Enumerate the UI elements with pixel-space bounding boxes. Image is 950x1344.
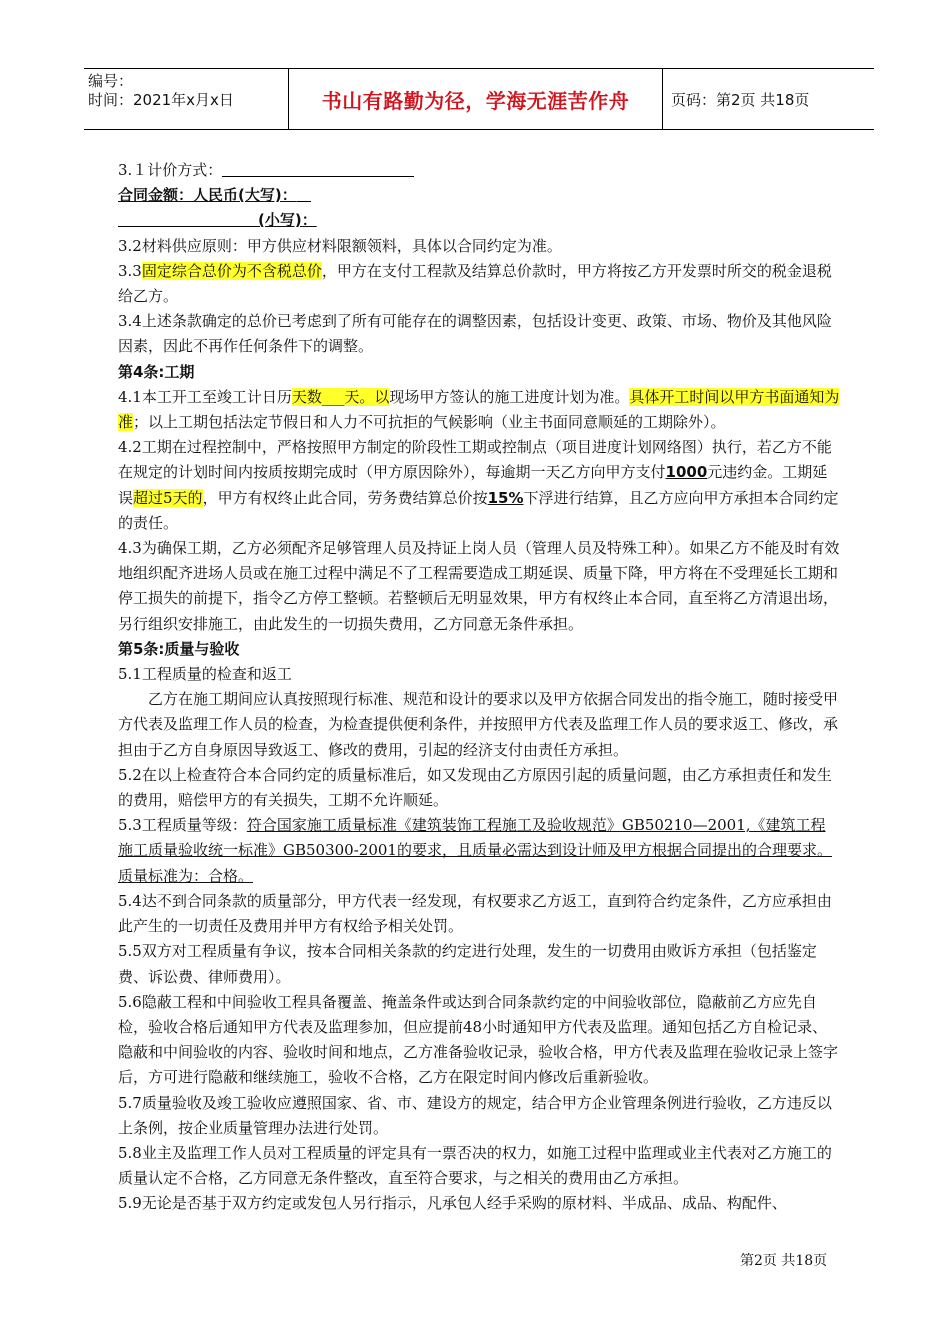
document-body xyxy=(118,158,840,1217)
clause-3-1: 3.１计价方式： xyxy=(118,158,840,183)
header-motto: 书山有路勤为径，学海无涯苦作舟 xyxy=(289,69,663,129)
blank-line xyxy=(222,160,414,177)
clause-3-2: 3.2材料供应原则：甲方供应材料限额领料，具体以合同约定为准。 xyxy=(118,236,562,255)
blank-line xyxy=(118,210,258,227)
clause-5-1-body: 乙方在施工期间应认真按照现行标准、规范和设计的要求以及甲方依据合同发出的指令施工，随时接受甲方代表及监理工作人员的检查，为检查提供便利条件，并按照甲方代表及监理工作人员的要求返工、修改，承担由于乙方自身原因导致返工、修改的费用，引起的经济支付由责任方承担。 xyxy=(118,690,839,759)
clause-4-3: 4.3为确保工期，乙方必须配齐足够管理人员及持证上岗人员（管理人员及特殊工种）。如果乙方不能及时有效地组织配齐进场人员或在施工过程中满足不了工程需要造成工期延误、质量下降，甲方将在不受理延长工期和停工损失的前提下，指令乙方停工整顿。若整顿后无明显效果，甲方有权终止本合同，直至将乙方清退出场，另行组织安排施工，由此发生的一切损失费用，乙方同意无条件承担。 xyxy=(118,539,840,633)
contract-amount-small: (小写)： xyxy=(118,208,840,233)
clause-5-4: 5.4达不到合同条款的质量部分，甲方代表一经发现，有权要求乙方返工，直到符合约定条件，乙方应承担由此产生的一切责任及费用并甲方有权给予相关处罚。 xyxy=(118,891,832,936)
clause-5-5: 5.5双方对工程质量有争议，按本合同相关条款的约定进行处理，发生的一切费用由败诉方承担（包括鉴定费、诉讼费、律师费用）。 xyxy=(118,942,817,986)
clause-4-1: 4.1本工开工至竣工计日历天数___天。以现场甲方签认的施工进度计划为准。具体开工时间以甲方书面通知为准；以上工期包括法定节假日和人力不可抗拒的气候影响（业主书面同意顺延的工期除外）。 xyxy=(118,387,840,432)
page-header xyxy=(84,68,874,130)
clause-4-2: 4.2工期在过程控制中，严格按照甲方制定的阶段性工期或控制点（项目进度计划网络图）执行，若乙方不能在规定的计划时间内按质按期完成时（甲方原因除外），每逾期一天乙方向甲方支付1000元违约金。工期延误超过5天的，甲方有权终止此合同，劳务费结算总价按15%下浮进行结算，且乙方应向甲方承担本合同约定的责任。 xyxy=(118,438,839,532)
header-page: 页码：第2页 共18页 xyxy=(671,90,810,109)
clause-5-6: 5.6隐蔽工程和中间验收工程具备覆盖、掩盖条件或达到合同条款约定的中间验收部位，隐蔽前乙方应先自检，验收合格后通知甲方代表及监理参加，但应提前48小时通知甲方代表及监理。通知包括乙方自检记录、隐蔽和中间验收的内容、验收时间和地点，乙方准备验收记录，验收合格，甲方代表及监理在验收记录上签字后，方可进行隐蔽和继续施工，验收不合格，乙方在限定时间内修改后重新验收。 xyxy=(118,992,839,1087)
clause-3-4: 3.4上述条款确定的总价已考虑到了所有可能存在的调整因素，包括设计变更、政策、市场、物价及其他风险因素，因此不再作任何条件下的调整。 xyxy=(118,312,832,356)
header-info xyxy=(84,69,289,129)
clause-5-1: 5.1工程质量的检查和返工 xyxy=(118,665,292,684)
header-number: 编号： xyxy=(88,72,134,90)
clause-5-7: 5.7质量验收及竣工验收应遵照国家、省、市、建设方的规定，结合甲方企业管理条例进行验收，乙方违反以上条例，按企业质量管理办法进行处罚。 xyxy=(118,1093,832,1137)
article-5-heading: 第5条:质量与验收 xyxy=(118,639,240,658)
clause-5-3: 5.3工程质量等级：符合国家施工质量标准《建筑装饰工程施工及验收规范》GB50210—2001,《建筑工程施工质量验收统一标准》GB50300-2001的要求，且质量必需达到设计师及甲方根据合同提出的合理要求。质量标准为：合格。 xyxy=(118,816,832,885)
article-4-heading: 第4条:工期 xyxy=(118,362,195,381)
clause-5-2: 5.2在以上检查符合本合同约定的质量标准后，如又发现由乙方原因引起的质量问题，由乙方承担责任和发生的费用，赔偿甲方的有关损失，工期不允许顺延。 xyxy=(118,765,832,810)
blank-line xyxy=(297,185,311,202)
header-time: 时间：2021年x月x日 xyxy=(88,91,234,109)
contract-amount: 合同金额：人民币(大写)： xyxy=(118,183,840,208)
page-footer: 第2页 共18页 xyxy=(740,1253,828,1269)
clause-5-8: 5.8业主及监理工作人员对工程质量的评定具有一票否决的权力，如施工过程中监理或业主代表对乙方施工的质量认定不合格，乙方同意无条件整改，直至符合要求，与之相关的费用由乙方承担。 xyxy=(118,1143,832,1188)
clause-5-9: 5.9无论是否基于双方约定或发包人另行指示，凡承包人经手采购的原材料、半成品、成品、构配件、 xyxy=(118,1194,787,1213)
clause-3-3: 3.3固定综合总价为不含税总价，甲方在支付工程款及结算总价款时，甲方将按乙方开发票时所交的税金退税给乙方。 xyxy=(118,261,832,306)
